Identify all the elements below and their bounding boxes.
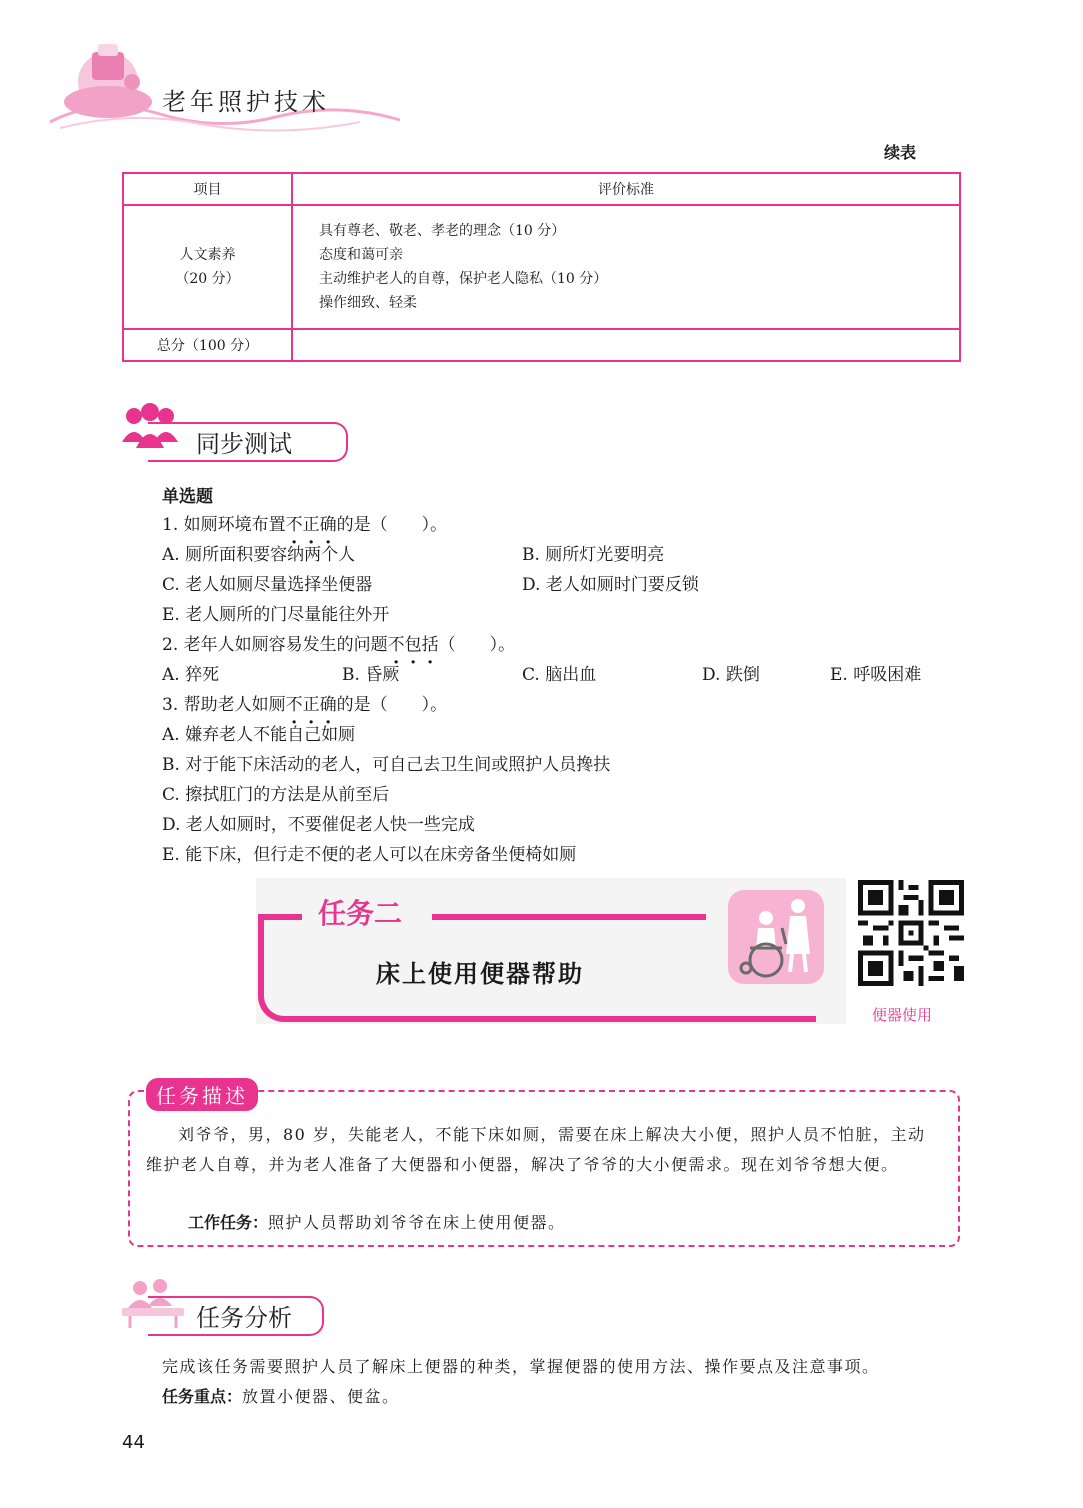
task2-label: 任务二	[318, 897, 403, 930]
wheelchair-nurse-icon	[726, 888, 826, 990]
criteria-line: 态度和蔼可亲	[319, 247, 403, 263]
task-description-text: 刘爷爷，男，80 岁，失能老人，不能下床如厕，需要在床上解决大小便，照护人员不怕脏，主动维护老人自尊，并为老人准备了大便器和小便器，解决了爷爷的大小便需求。现在刘爷爷想大便。	[146, 1125, 926, 1174]
question-1: 1. 如厕环境布置不正确的是（ ）。	[162, 515, 448, 535]
continued-label: 续表	[884, 143, 917, 162]
option: C. 擦拭肛门的方法是从前至后	[162, 785, 390, 805]
sync-test-heading: 同步测试	[196, 430, 292, 458]
category-name: 人文素养	[179, 247, 236, 263]
criteria-line: 主动维护老人的自尊，保护老人隐私（10 分）	[319, 271, 608, 287]
criteria-cell	[292, 205, 960, 329]
question-3: 3. 帮助老人如厕不正确的是（ ）。	[162, 695, 448, 715]
header-criteria: 评价标准	[292, 173, 960, 205]
option: E. 老人厕所的门尽量能往外开	[162, 605, 390, 625]
criteria-line: 具有尊老、敬老、孝老的理念（10 分）	[319, 223, 566, 239]
option: B. 厕所灯光要明亮	[522, 545, 665, 565]
question-2: 2. 老年人如厕容易发生的问题不包括（ ）。	[162, 635, 516, 655]
option: C. 老人如厕尽量选择坐便器	[162, 575, 373, 595]
option: A. 嫌弃老人不能自己如厕	[162, 725, 356, 745]
page-number: 44	[122, 1432, 145, 1453]
task-analysis-heading: 任务分析	[196, 1304, 292, 1332]
option: B. 昏厥	[342, 665, 400, 685]
option: E. 能下床，但行走不便的老人可以在床旁备坐便椅如厕	[162, 845, 577, 865]
category-cell	[123, 205, 292, 329]
task-key-points: 任务重点：放置小便器、便盆。	[162, 1387, 400, 1406]
people-group-icon	[120, 402, 180, 456]
qr-caption: 便器使用	[872, 1006, 933, 1024]
total-label: 总分（100 分）	[123, 329, 292, 361]
task2-title: 床上使用便器帮助	[376, 959, 584, 988]
evaluation-table	[122, 172, 961, 362]
task2-top-line-left	[258, 914, 302, 920]
task2-top-line-right	[432, 914, 706, 920]
category-points: （20 分）	[175, 271, 240, 287]
option: D. 跌倒	[702, 665, 760, 685]
option: A. 厕所面积要容纳两个人	[162, 545, 356, 565]
total-value	[292, 329, 960, 361]
option: D. 老人如厕时，不要催促老人快一些完成	[162, 815, 475, 835]
option: B. 对于能下床活动的老人，可自己去卫生间或照护人员搀扶	[162, 755, 611, 775]
option: E. 呼吸困难	[830, 665, 922, 685]
task-description-heading: 任务描述	[146, 1078, 258, 1111]
header-item: 项目	[123, 173, 292, 205]
option: A. 猝死	[162, 665, 220, 685]
qr-code[interactable]	[858, 880, 964, 990]
qr-code-icon	[858, 880, 964, 986]
option: D. 老人如厕时门要反锁	[522, 575, 699, 595]
question-type: 单选题	[162, 487, 213, 507]
team-meeting-icon	[118, 1274, 188, 1334]
book-title: 老年照护技术	[162, 88, 330, 116]
option: C. 脑出血	[522, 665, 597, 685]
criteria-line: 操作细致、轻柔	[319, 295, 417, 311]
task-analysis-text: 完成该任务需要照护人员了解床上便器的种类，掌握便器的使用方法、操作要点及注意事项。	[162, 1357, 880, 1376]
work-task: 工作任务：照护人员帮助刘爷爷在床上使用便器。	[188, 1213, 566, 1232]
